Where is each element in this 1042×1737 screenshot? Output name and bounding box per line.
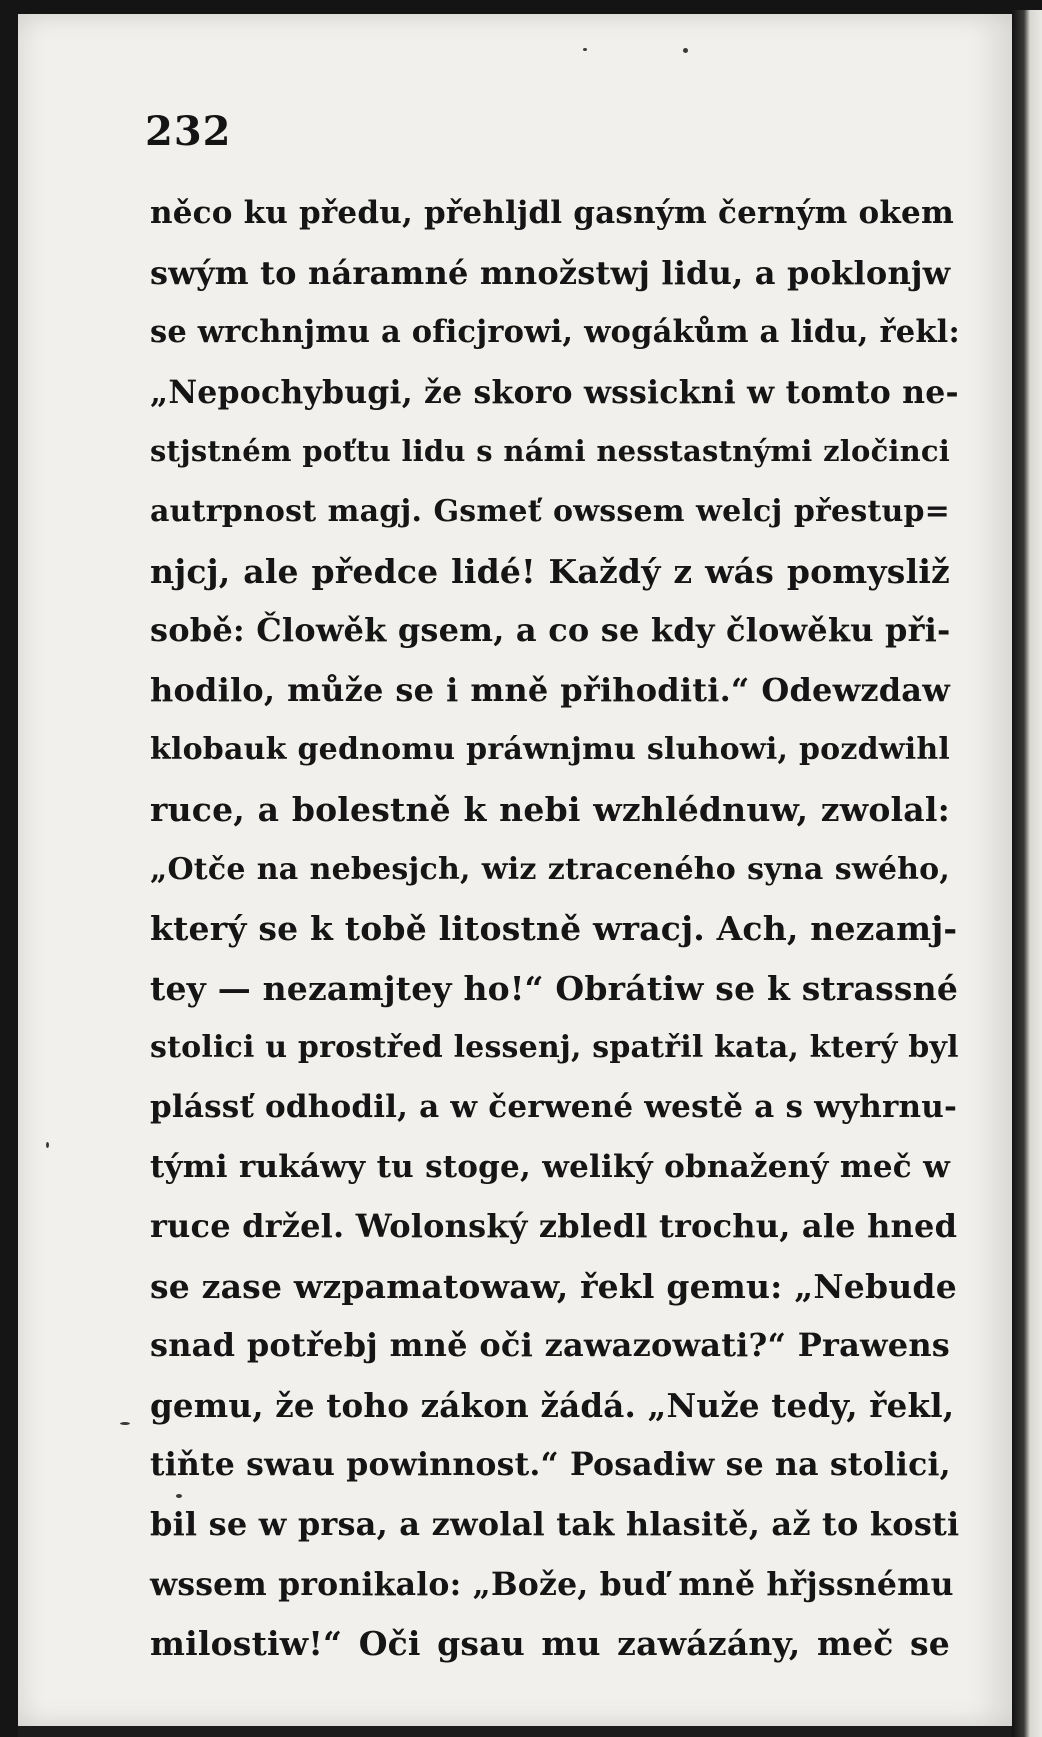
text-line: gemu, že toho zákon žádá. „Nuže tedy, řekl,: [150, 1385, 955, 1425]
text-line: hodilo, může se i mně přihoditi.“ Odewzdaw: [150, 670, 950, 709]
body-text: [150, 184, 960, 1674]
page-number: 232: [145, 108, 232, 155]
text-line: plássť odhodil, a w čerwené westě a s wyhrnu-: [150, 1088, 958, 1125]
paper-speck: [583, 48, 587, 51]
text-line: se wrchnjmu a oficjrowi, wogákům a lidu, řekl:: [150, 314, 960, 351]
text-line: „Nepochybugi, že skoro wssickni w tomto ne-: [150, 373, 959, 411]
text-line: snad potřebj mně oči zawazowati?“ Prawens: [150, 1326, 950, 1365]
paper-speck: [46, 1142, 49, 1148]
text-line: „Otče na nebesjch, wiz ztraceného syna swého,: [150, 851, 950, 887]
text-line: něco ku předu, přehljdl gasným černým okem: [150, 195, 954, 231]
scan-border-top: [0, 0, 1042, 14]
scan-border-left: [0, 0, 18, 1737]
text-line: tiňte swau powinnost.“ Posadiw se na stolici,: [150, 1446, 951, 1484]
text-line: klobauk gednomu práwnjmu sluhowi, pozdwihl: [150, 732, 950, 768]
text-line: swým to náramné množstwj lidu, a poklonjw: [150, 253, 951, 292]
text-line: sobě: Člowěk gsem, a co se kdy člowěku při-: [150, 611, 951, 650]
text-line: bil se w prsa, a zwolal tak hlasitě, až to kosti: [150, 1505, 960, 1544]
text-line: milostiw!“ Oči gsau mu zawázány, meč se: [150, 1624, 950, 1664]
text-line: ruce, a bolestně k nebi wzhlédnuw, zwolal:: [150, 789, 950, 829]
paper-speck: [683, 48, 688, 53]
text-line: tey — nezamjtey ho!“ Obrátiw se k strassné: [150, 968, 959, 1008]
text-line: který se k tobě litostně wracj. Ach, nezamj-: [150, 909, 958, 949]
paper-speck: [120, 1422, 130, 1425]
text-line: autrpnost magj. Gsmeť owssem welcj přestup=: [150, 493, 950, 529]
page-edge: [1012, 10, 1042, 1737]
text-line: ruce držel. Wolonský zbledl trochu, ale hned: [150, 1207, 958, 1246]
text-line: tými rukáwy tu stoge, weliký obnažený meč w: [150, 1148, 950, 1185]
text-line: se zase wzpamatowaw, řekl gemu: „Nebude: [150, 1266, 957, 1306]
text-line: stolici u prostřed lessenj, spatřil kata, který byl: [150, 1030, 959, 1066]
text-line: njcj, ale předce lidé! Každý z wás pomysliž: [150, 551, 950, 591]
text-line: stjstném poťtu lidu s námi nesstastnými zločinci: [150, 434, 950, 469]
text-line: wssem pronikalo: „Bože, buď mně hřjssnému: [150, 1565, 954, 1603]
